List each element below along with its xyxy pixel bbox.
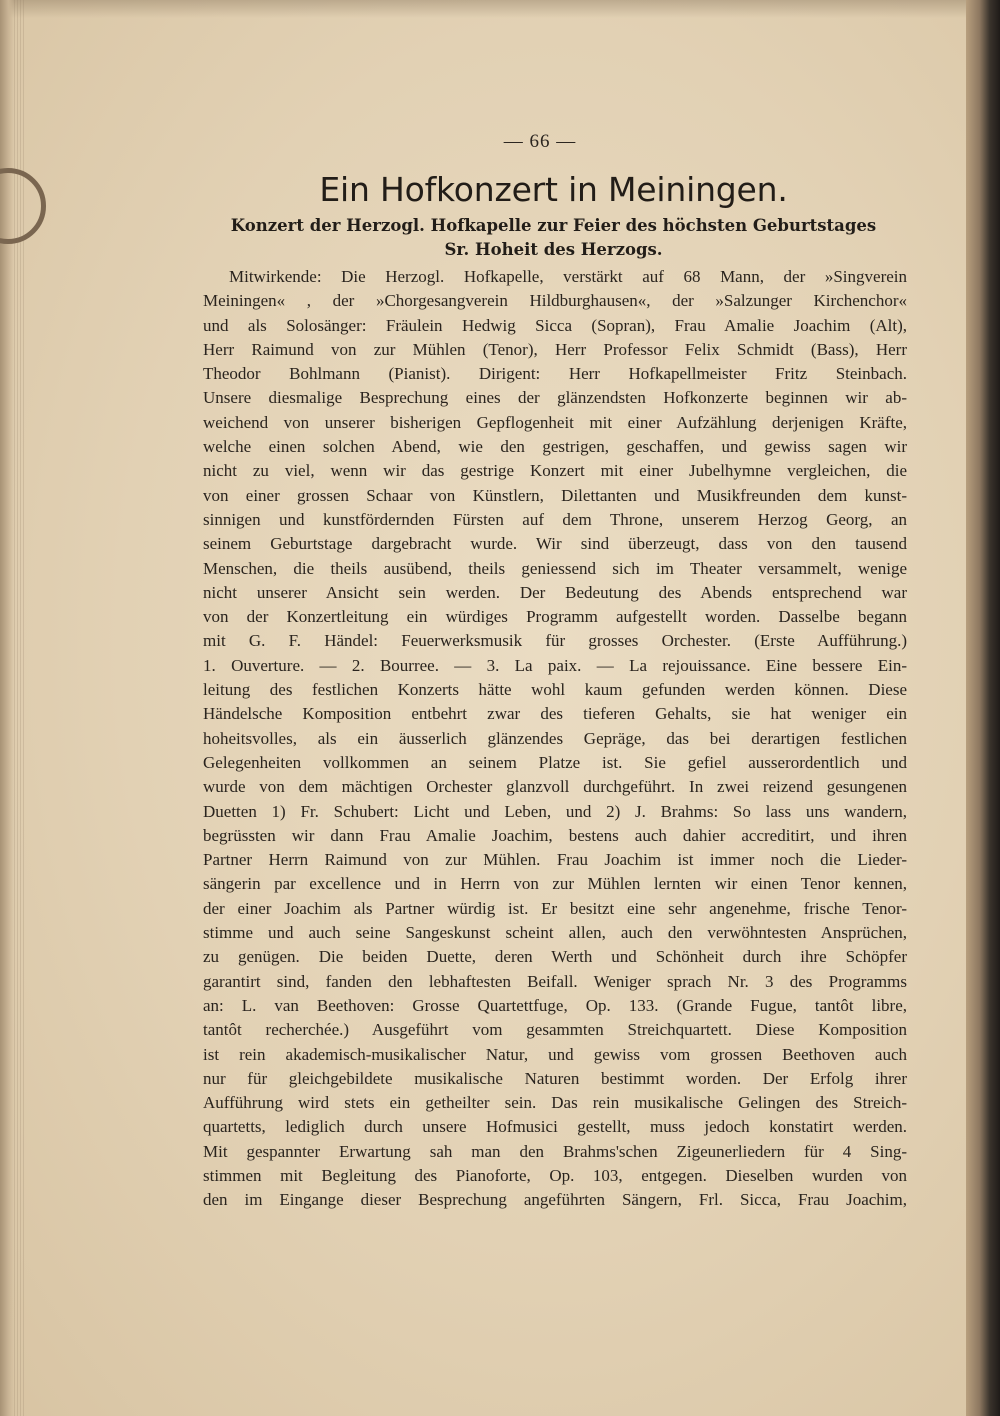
body-line: begrüssten wir dann Frau Amalie Joachim, bestens auch dahier accreditirt, und ihren — [203, 825, 907, 845]
body-line: und als Solosänger: Fräulein Hedwig Sicca (Sopran), Frau Amalie Joachim (Alt), — [203, 315, 907, 335]
body-line: der einer Joachim als Partner würdig ist. Er besitzt eine sehr angenehme, frische Tenor- — [203, 898, 907, 918]
top-shadow — [0, 0, 1000, 18]
body-line: stimmen mit Begleitung des Pianoforte, Op. 103, entgegen. Dieselben wurden von — [203, 1165, 907, 1185]
body-line: garantirt sind, fanden den lebhaftesten Beifall. Weniger sprach Nr. 3 des Programms — [203, 971, 907, 991]
body-line: Aufführung wird stets ein getheilter sein. Das rein musikalische Gelingen des Streich- — [203, 1093, 907, 1113]
body-line: von einer grossen Schaar von Künstlern, Dilettanten und Musikfreunden dem kunst- — [203, 485, 907, 505]
body-line: den im Eingange dieser Besprechung angeführten Sängern, Frl. Sicca, Frau Joachim, — [203, 1190, 907, 1210]
body-line: tantôt recherchée.) Ausgeführt vom gesammten Streichquartett. Diese Komposition — [203, 1020, 907, 1040]
body-line: Mitwirkende: Die Herzogl. Hofkapelle, verstärkt auf 68 Mann, der »Singverein — [229, 267, 907, 286]
body-line: hoheitsvolles, als ein äusserlich glänzendes Gepräge, das bei derartigen festlichen — [203, 728, 907, 748]
article-subtitle — [200, 214, 907, 262]
body-line: Mit gespannter Erwartung sah man den Brahms'schen Zigeunerliedern für 4 Sing- — [203, 1141, 907, 1161]
body-line: ist rein akademisch-musikalischer Natur, und gewiss vom grossen Beethoven auch — [203, 1044, 907, 1064]
body-line: Partner Herrn Raimund von zur Mühlen. Frau Joachim ist immer noch die Lieder- — [203, 850, 907, 870]
body-line: nicht unserer Ansicht sein werden. Der Bedeutung des Abends entsprechend war — [203, 582, 907, 602]
body-line: sängerin par excellence und in Herrn von zur Mühlen lernten wir einen Tenor kennen, — [203, 874, 907, 894]
body-line: welche einen solchen Abend, wie den gestrigen, geschaffen, und gewiss sagen wir — [203, 437, 907, 457]
body-line: zu genügen. Die beiden Duette, deren Werth und Schönheit durch ihre Schöpfer — [203, 947, 907, 967]
page-number: — 66 — — [503, 131, 577, 152]
body-line: Unsere diesmalige Besprechung eines der glänzendsten Hofkonzerte beginnen wir ab- — [203, 388, 907, 408]
body-line: wurde von dem mächtigen Orchester glanzvoll durchgeführt. In zwei reizend gesungenen — [203, 777, 907, 797]
body-line: 1. Ouverture. — 2. Bourree. — 3. La paix. — La rejouissance. Eine bessere Ein- — [203, 655, 907, 675]
subtitle-line: Konzert der Herzogl. Hofkapelle zur Feier des höchsten Geburtstages — [230, 216, 877, 235]
article-body — [203, 265, 907, 1213]
paper-clip-icon — [0, 168, 46, 244]
body-line: stimme und auch seine Sangeskunst scheint allen, auch den verwöhntesten Ansprüchen, — [203, 923, 907, 943]
body-line: Gelegenheiten vollkommen an seinem Platze ist. Sie gefiel ausserordentlich und — [203, 752, 907, 772]
article-title: Ein Hofkonzert in Meiningen. — [319, 170, 788, 209]
body-line: Händelsche Komposition entbehrt zwar des tieferen Gehalts, sie hat weniger ein — [203, 704, 907, 724]
body-line: Theodor Bohlmann (Pianist). Dirigent: Herr Hofkapellmeister Fritz Steinbach. — [203, 364, 907, 384]
body-line: quartetts, lediglich durch unsere Hofmusici gestellt, muss jedoch konstatirt werden. — [203, 1117, 907, 1137]
body-line: Meiningen« , der »Chorgesangverein Hildburghausen«, der »Salzunger Kirchenchor« — [203, 291, 907, 311]
book-spine-edge — [966, 0, 1000, 1416]
body-line: von der Konzertleitung ein würdiges Programm aufgestellt worden. Dasselbe begann — [203, 607, 907, 627]
body-line: mit G. F. Händel: Feuerwerksmusik für grosses Orchester. (Erste Aufführung.) — [203, 631, 907, 651]
body-line: sinnigen und kunstfördernden Fürsten auf dem Throne, unserem Herzog Georg, an — [203, 509, 907, 529]
body-line: nicht zu viel, wenn wir das gestrige Konzert mit einer Jubelhymne vergleichen, die — [203, 461, 907, 481]
body-line: Menschen, die theils ausübend, theils geniessend sich im Theater versammelt, wenige — [203, 558, 907, 578]
subtitle-line: Sr. Hoheit des Herzogs. — [444, 240, 663, 259]
body-line: nur für gleichgebildete musikalische Naturen bestimmt worden. Der Erfolg ihrer — [203, 1068, 907, 1088]
body-line: Herr Raimund von zur Mühlen (Tenor), Herr Professor Felix Schmidt (Bass), Herr — [203, 339, 907, 359]
body-line: Duetten 1) Fr. Schubert: Licht und Leben, und 2) J. Brahms: So lass uns wandern, — [203, 801, 907, 821]
body-line: seinem Geburtstage dargebracht wurde. Wir sind überzeugt, dass von den tausend — [203, 534, 907, 554]
body-line: leitung des festlichen Konzerts hätte wohl kaum gefunden werden können. Diese — [203, 680, 907, 700]
body-line: weichend von unserer bisherigen Gepflogenheit mit einer Aufzählung derjenigen Kräfte, — [203, 412, 907, 432]
body-line: an: L. van Beethoven: Grosse Quartettfuge, Op. 133. (Grande Fugue, tantôt libre, — [203, 995, 907, 1015]
